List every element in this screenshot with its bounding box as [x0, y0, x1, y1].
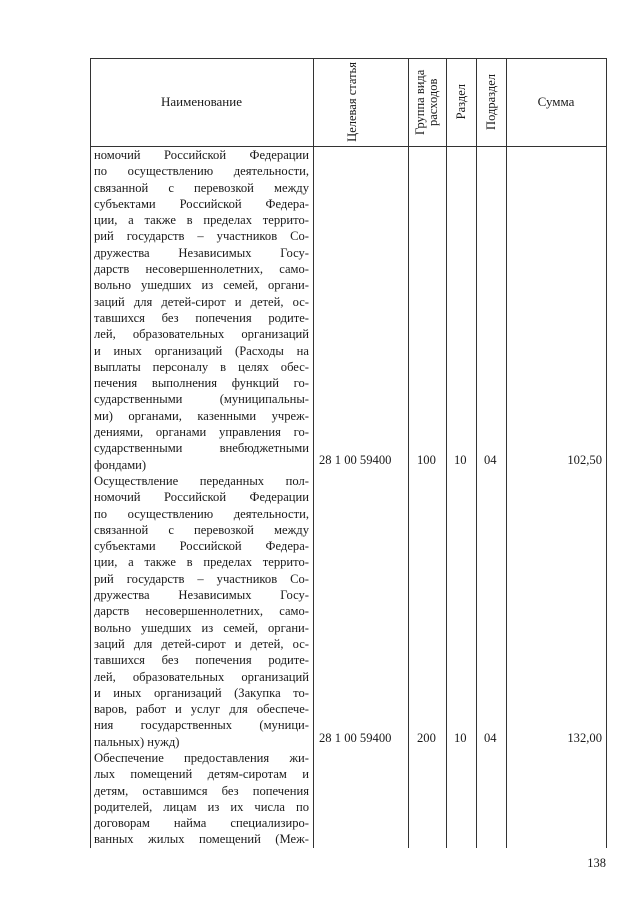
- name-line: дарств несовершеннолетних, само-: [94, 604, 309, 619]
- name-line: сударственными внебюджетными: [94, 441, 309, 456]
- name-line: договорам найма специализиро-: [94, 816, 309, 831]
- name-line: лей, образовательных организаций: [94, 327, 309, 342]
- name-line: рий государств – участников Со-: [94, 229, 309, 244]
- header-section: [446, 58, 476, 146]
- name-line: дружества Независимых Госу-: [94, 245, 309, 260]
- header-sum-label: Сумма: [537, 94, 575, 109]
- name-line: субъектами Российской Федера-: [94, 196, 309, 211]
- header-name: [90, 58, 313, 146]
- name-line: вольно ушедших из семей, органи-: [94, 620, 309, 635]
- name-line: связанной с перевозкой между: [94, 522, 309, 537]
- column-divider: [506, 58, 507, 848]
- table-border-right: [606, 58, 607, 848]
- header-section-label: Раздел: [453, 84, 468, 120]
- name-line: фондами): [94, 457, 147, 472]
- row-sum: 102,50: [567, 453, 602, 467]
- name-line: и иных организаций (Расходы на: [94, 343, 309, 358]
- row-subsection: 04: [484, 731, 497, 745]
- name-line: сударственными (муниципальны-: [94, 392, 309, 407]
- name-line: вольно ушедших из семей, органи-: [94, 278, 309, 293]
- row-target: 28 1 00 59400: [319, 453, 392, 467]
- name-line: ния государственных (муници-: [94, 718, 309, 733]
- name-line: детям, оставшимся без попечения: [94, 783, 309, 798]
- name-line: по осуществлению деятельности,: [94, 164, 309, 179]
- page-number: 138: [587, 856, 606, 870]
- header-target: [313, 58, 408, 146]
- name-line: дениями, органами управления го-: [94, 425, 309, 440]
- name-line: Обеспечение предоставления жи-: [94, 751, 309, 765]
- budget-table: [90, 58, 607, 848]
- header-subsection: [476, 58, 506, 146]
- column-divider: [408, 58, 409, 848]
- column-divider: [313, 58, 314, 848]
- name-line: заций для детей-сирот и детей, ос-: [94, 294, 309, 309]
- name-line: номочий Российской Федерации: [94, 490, 309, 505]
- row-name-text: [94, 147, 309, 473]
- name-line: дарств несовершеннолетних, само-: [94, 262, 309, 277]
- name-line: и иных организаций (Закупка то-: [94, 685, 309, 700]
- row-section: 10: [454, 731, 467, 745]
- header-group-label: Группа вида расходов: [413, 69, 440, 135]
- name-line: ции, а также в пределах террито-: [94, 213, 309, 228]
- name-line: заций для детей-сирот и детей, ос-: [94, 636, 309, 651]
- name-line: ции, а также в пределах террито-: [94, 555, 309, 570]
- name-line: лых помещений детям-сиротам и: [94, 767, 309, 782]
- row-subsection: 04: [484, 453, 497, 467]
- name-line: лей, образовательных организаций: [94, 669, 309, 684]
- name-line: тавшихся без попечения родите-: [94, 653, 309, 668]
- column-divider: [476, 58, 477, 848]
- table-border-left: [90, 58, 91, 848]
- header-sum: [506, 58, 606, 146]
- header-subsection-label: Подраздел: [483, 74, 498, 130]
- name-line: рий государств – участников Со-: [94, 571, 309, 586]
- name-line: выплаты персоналу в целях обес-: [94, 359, 309, 374]
- header-name-label: Наименование: [161, 94, 242, 109]
- name-line: субъектами Российской Федера-: [94, 539, 309, 554]
- column-divider: [446, 58, 447, 848]
- name-line: связанной с перевозкой между: [94, 180, 309, 195]
- row-group: 100: [417, 453, 436, 467]
- name-line: пальных) нужд): [94, 734, 180, 749]
- name-line: дружества Независимых Госу-: [94, 588, 309, 603]
- name-line: варов, работ и услуг для обеспече-: [94, 702, 309, 717]
- row-target: 28 1 00 59400: [319, 731, 392, 745]
- header-group: [408, 58, 446, 146]
- name-line: родителей, лицам из их числа по: [94, 799, 309, 814]
- row-group: 200: [417, 731, 436, 745]
- name-line: печения выполнения функций го-: [94, 376, 309, 391]
- row-name-text: [94, 750, 309, 848]
- name-line: Осуществление переданных пол-: [94, 474, 309, 488]
- header-target-label: Целевая статья: [344, 62, 359, 142]
- row-name-text: [94, 473, 309, 750]
- name-line: ми) органами, казенными учреж-: [94, 408, 309, 423]
- name-line: номочий Российской Федерации: [94, 148, 309, 162]
- row-sum: 132,00: [567, 731, 602, 745]
- name-line: ванных жилых помещений (Меж-: [94, 832, 309, 847]
- name-line: тавшихся без попечения родите-: [94, 310, 309, 325]
- name-line: по осуществлению деятельности,: [94, 506, 309, 521]
- row-section: 10: [454, 453, 467, 467]
